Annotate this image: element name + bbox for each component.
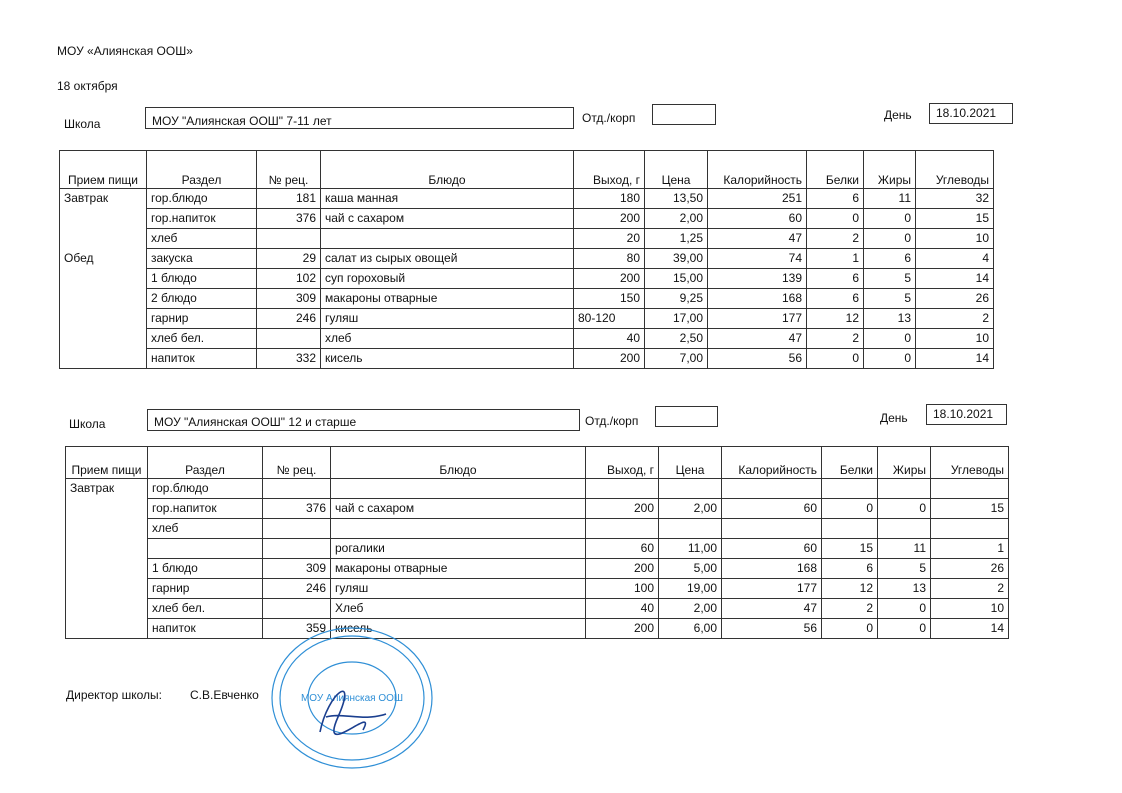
cell-section: 2 блюдо <box>147 289 257 309</box>
cell-carb: 32 <box>916 189 994 209</box>
table-row <box>66 579 1009 599</box>
cell-cal: 47 <box>708 329 807 349</box>
org-name: МОУ «Алиянская ООШ» <box>57 44 193 58</box>
cell-dish: Хлеб <box>331 599 586 619</box>
cell-meal <box>60 209 147 229</box>
cell-meal: Завтрак <box>60 189 147 209</box>
cell-fat: 5 <box>878 559 931 579</box>
cell-meal <box>60 329 147 349</box>
cell-fat: 6 <box>864 249 916 269</box>
cell-prot: 0 <box>807 209 864 229</box>
cell-dish: чай с сахаром <box>331 499 586 519</box>
cell-price <box>659 479 722 499</box>
cell-out: 20 <box>574 229 645 249</box>
cell-cal <box>722 479 822 499</box>
cell-fat: 0 <box>878 499 931 519</box>
column-header: Калорийность <box>708 151 807 189</box>
cell-section: хлеб <box>148 519 263 539</box>
cell-carb: 15 <box>916 209 994 229</box>
cell-prot: 12 <box>822 579 878 599</box>
cell-fat: 0 <box>864 209 916 229</box>
cell-cal: 168 <box>722 559 822 579</box>
cell-prot: 2 <box>822 599 878 619</box>
cell-dish: кисель <box>321 349 574 369</box>
cell-dish: гуляш <box>331 579 586 599</box>
cell-fat: 5 <box>864 269 916 289</box>
cell-rec: 376 <box>257 209 321 229</box>
table-row <box>60 229 994 249</box>
cell-fat: 5 <box>864 289 916 309</box>
cell-section: гор.напиток <box>148 499 263 519</box>
cell-cal: 139 <box>708 269 807 289</box>
cell-rec: 376 <box>263 499 331 519</box>
cell-cal: 47 <box>722 599 822 619</box>
cell-section: гарнир <box>147 309 257 329</box>
cell-fat: 0 <box>878 599 931 619</box>
cell-price <box>659 519 722 539</box>
cell-carb: 26 <box>916 289 994 309</box>
cell-fat: 11 <box>864 189 916 209</box>
cell-rec <box>263 519 331 539</box>
cell-section: 1 блюдо <box>148 559 263 579</box>
cell-rec: 309 <box>257 289 321 309</box>
cell-fat: 0 <box>878 619 931 639</box>
cell-dish: гуляш <box>321 309 574 329</box>
cell-price: 2,00 <box>645 209 708 229</box>
cell-carb: 10 <box>916 229 994 249</box>
director-label: Директор школы: <box>66 688 162 702</box>
cell-rec: 359 <box>263 619 331 639</box>
cell-price: 9,25 <box>645 289 708 309</box>
cell-out: 200 <box>586 559 659 579</box>
cell-out: 100 <box>586 579 659 599</box>
cell-out: 150 <box>574 289 645 309</box>
cell-price: 39,00 <box>645 249 708 269</box>
cell-prot: 0 <box>822 619 878 639</box>
column-header: Калорийность <box>722 447 822 479</box>
cell-price: 6,00 <box>659 619 722 639</box>
cell-meal <box>66 539 148 559</box>
cell-dish <box>331 519 586 539</box>
school-label-1: Школа <box>64 117 101 131</box>
day-label-1: День <box>884 108 912 122</box>
cell-fat <box>878 519 931 539</box>
cell-cal: 56 <box>708 349 807 369</box>
cell-carb <box>931 479 1009 499</box>
cell-prot: 0 <box>822 499 878 519</box>
table-row <box>60 349 994 369</box>
cell-fat: 11 <box>878 539 931 559</box>
cell-fat <box>878 479 931 499</box>
cell-rec: 102 <box>257 269 321 289</box>
cell-prot: 1 <box>807 249 864 269</box>
cell-dish: хлеб <box>321 329 574 349</box>
column-header: Выход, г <box>574 151 645 189</box>
cell-prot: 2 <box>807 329 864 349</box>
school-field-1: МОУ "Алиянская ООШ" 7-11 лет <box>145 107 574 129</box>
cell-carb: 14 <box>931 619 1009 639</box>
cell-meal <box>66 519 148 539</box>
cell-prot <box>822 479 878 499</box>
cell-rec: 332 <box>257 349 321 369</box>
cell-cal: 56 <box>722 619 822 639</box>
cell-out <box>586 519 659 539</box>
dept-field-2 <box>655 406 718 427</box>
cell-cal <box>722 519 822 539</box>
dept-label-1: Отд./корп <box>582 111 636 125</box>
cell-price: 1,25 <box>645 229 708 249</box>
cell-fat: 0 <box>864 229 916 249</box>
column-header: Цена <box>659 447 722 479</box>
cell-dish <box>331 479 586 499</box>
cell-section: хлеб бел. <box>147 329 257 349</box>
cell-prot <box>822 519 878 539</box>
cell-section: закуска <box>147 249 257 269</box>
cell-rec: 29 <box>257 249 321 269</box>
cell-cal: 74 <box>708 249 807 269</box>
menu-table-1 <box>59 150 994 369</box>
cell-prot: 0 <box>807 349 864 369</box>
cell-price: 7,00 <box>645 349 708 369</box>
cell-cal: 47 <box>708 229 807 249</box>
cell-prot: 12 <box>807 309 864 329</box>
cell-cal: 60 <box>722 539 822 559</box>
table-row <box>66 619 1009 639</box>
cell-price: 19,00 <box>659 579 722 599</box>
column-header: № рец. <box>257 151 321 189</box>
table-row <box>60 209 994 229</box>
cell-section: гор.блюдо <box>147 189 257 209</box>
cell-rec: 246 <box>257 309 321 329</box>
cell-section: напиток <box>147 349 257 369</box>
cell-rec <box>263 479 331 499</box>
cell-dish: кисель <box>331 619 586 639</box>
table-row <box>60 289 994 309</box>
cell-meal <box>66 499 148 519</box>
table-row <box>66 499 1009 519</box>
stamp-text: МОУ Алиянская ООШ <box>300 693 404 704</box>
cell-section <box>148 539 263 559</box>
cell-rec: 181 <box>257 189 321 209</box>
cell-carb <box>931 519 1009 539</box>
cell-carb: 14 <box>916 269 994 289</box>
cell-meal <box>66 599 148 619</box>
cell-prot: 6 <box>807 289 864 309</box>
column-header: Блюдо <box>331 447 586 479</box>
cell-rec <box>263 539 331 559</box>
cell-out: 80 <box>574 249 645 269</box>
column-header: Блюдо <box>321 151 574 189</box>
cell-carb: 10 <box>916 329 994 349</box>
column-header: Углеводы <box>931 447 1009 479</box>
cell-dish: макароны отварные <box>331 559 586 579</box>
cell-prot: 2 <box>807 229 864 249</box>
cell-meal <box>60 349 147 369</box>
table-row <box>60 189 994 209</box>
cell-out: 200 <box>586 499 659 519</box>
column-header: Прием пищи <box>66 447 148 479</box>
cell-meal <box>66 619 148 639</box>
column-header: Углеводы <box>916 151 994 189</box>
cell-meal <box>60 269 147 289</box>
cell-prot: 6 <box>807 269 864 289</box>
date-line: 18 октября <box>57 79 118 93</box>
cell-section: хлеб бел. <box>148 599 263 619</box>
cell-cal: 168 <box>708 289 807 309</box>
cell-rec <box>257 329 321 349</box>
cell-carb: 2 <box>931 579 1009 599</box>
cell-price: 2,50 <box>645 329 708 349</box>
cell-rec <box>263 599 331 619</box>
cell-fat: 0 <box>864 329 916 349</box>
column-header: Цена <box>645 151 708 189</box>
column-header: Раздел <box>147 151 257 189</box>
column-header: Выход, г <box>586 447 659 479</box>
cell-carb: 10 <box>931 599 1009 619</box>
cell-cal: 60 <box>722 499 822 519</box>
cell-out: 80-120 <box>574 309 645 329</box>
dept-field-1 <box>652 104 716 125</box>
cell-meal <box>60 289 147 309</box>
cell-price: 5,00 <box>659 559 722 579</box>
cell-price: 15,00 <box>645 269 708 289</box>
cell-dish: суп гороховый <box>321 269 574 289</box>
cell-carb: 2 <box>916 309 994 329</box>
cell-meal: Завтрак <box>66 479 148 499</box>
cell-out: 180 <box>574 189 645 209</box>
cell-fat: 13 <box>864 309 916 329</box>
cell-out: 200 <box>574 269 645 289</box>
cell-out: 40 <box>586 599 659 619</box>
cell-out: 60 <box>586 539 659 559</box>
cell-fat: 0 <box>864 349 916 369</box>
cell-meal <box>60 309 147 329</box>
cell-meal <box>66 579 148 599</box>
column-header: Прием пищи <box>60 151 147 189</box>
table-row <box>60 249 994 269</box>
column-header: № рец. <box>263 447 331 479</box>
cell-rec: 246 <box>263 579 331 599</box>
cell-section: гор.напиток <box>147 209 257 229</box>
cell-cal: 251 <box>708 189 807 209</box>
menu-table-2 <box>65 446 1009 639</box>
cell-section: гор.блюдо <box>148 479 263 499</box>
cell-meal <box>60 229 147 249</box>
cell-dish: рогалики <box>331 539 586 559</box>
school-field-2: МОУ "Алиянская ООШ" 12 и старше <box>147 409 580 431</box>
cell-carb: 4 <box>916 249 994 269</box>
table-row <box>66 539 1009 559</box>
day-field-1: 18.10.2021 <box>929 103 1013 124</box>
cell-dish: каша манная <box>321 189 574 209</box>
cell-prot: 6 <box>807 189 864 209</box>
cell-prot: 6 <box>822 559 878 579</box>
cell-cal: 60 <box>708 209 807 229</box>
table-row <box>66 479 1009 499</box>
cell-meal: Обед <box>60 249 147 269</box>
day-field-2: 18.10.2021 <box>926 404 1007 425</box>
cell-carb: 15 <box>931 499 1009 519</box>
cell-carb: 14 <box>916 349 994 369</box>
cell-price: 2,00 <box>659 599 722 619</box>
cell-section: гарнир <box>148 579 263 599</box>
cell-rec <box>257 229 321 249</box>
cell-section: 1 блюдо <box>147 269 257 289</box>
column-header: Раздел <box>148 447 263 479</box>
cell-dish: макароны отварные <box>321 289 574 309</box>
table-row <box>60 329 994 349</box>
table-row <box>66 519 1009 539</box>
cell-rec: 309 <box>263 559 331 579</box>
cell-meal <box>66 559 148 579</box>
cell-out: 40 <box>574 329 645 349</box>
cell-out <box>586 479 659 499</box>
school-stamp <box>268 622 438 772</box>
table-row <box>66 559 1009 579</box>
column-header: Жиры <box>864 151 916 189</box>
table-row <box>66 599 1009 619</box>
cell-prot: 15 <box>822 539 878 559</box>
cell-section: хлеб <box>147 229 257 249</box>
cell-out: 200 <box>574 349 645 369</box>
cell-section: напиток <box>148 619 263 639</box>
cell-carb: 1 <box>931 539 1009 559</box>
cell-out: 200 <box>586 619 659 639</box>
table-row <box>60 309 994 329</box>
day-label-2: День <box>880 411 908 425</box>
cell-cal: 177 <box>708 309 807 329</box>
cell-dish: салат из сырых овощей <box>321 249 574 269</box>
cell-price: 11,00 <box>659 539 722 559</box>
cell-carb: 26 <box>931 559 1009 579</box>
cell-fat: 13 <box>878 579 931 599</box>
cell-out: 200 <box>574 209 645 229</box>
column-header: Белки <box>807 151 864 189</box>
cell-price: 2,00 <box>659 499 722 519</box>
cell-dish: чай с сахаром <box>321 209 574 229</box>
cell-dish <box>321 229 574 249</box>
column-header: Белки <box>822 447 878 479</box>
table-row <box>60 269 994 289</box>
cell-price: 13,50 <box>645 189 708 209</box>
director-name: С.В.Евченко <box>190 688 259 702</box>
dept-label-2: Отд./корп <box>585 414 639 428</box>
cell-cal: 177 <box>722 579 822 599</box>
school-label-2: Школа <box>69 417 106 431</box>
column-header: Жиры <box>878 447 931 479</box>
cell-price: 17,00 <box>645 309 708 329</box>
